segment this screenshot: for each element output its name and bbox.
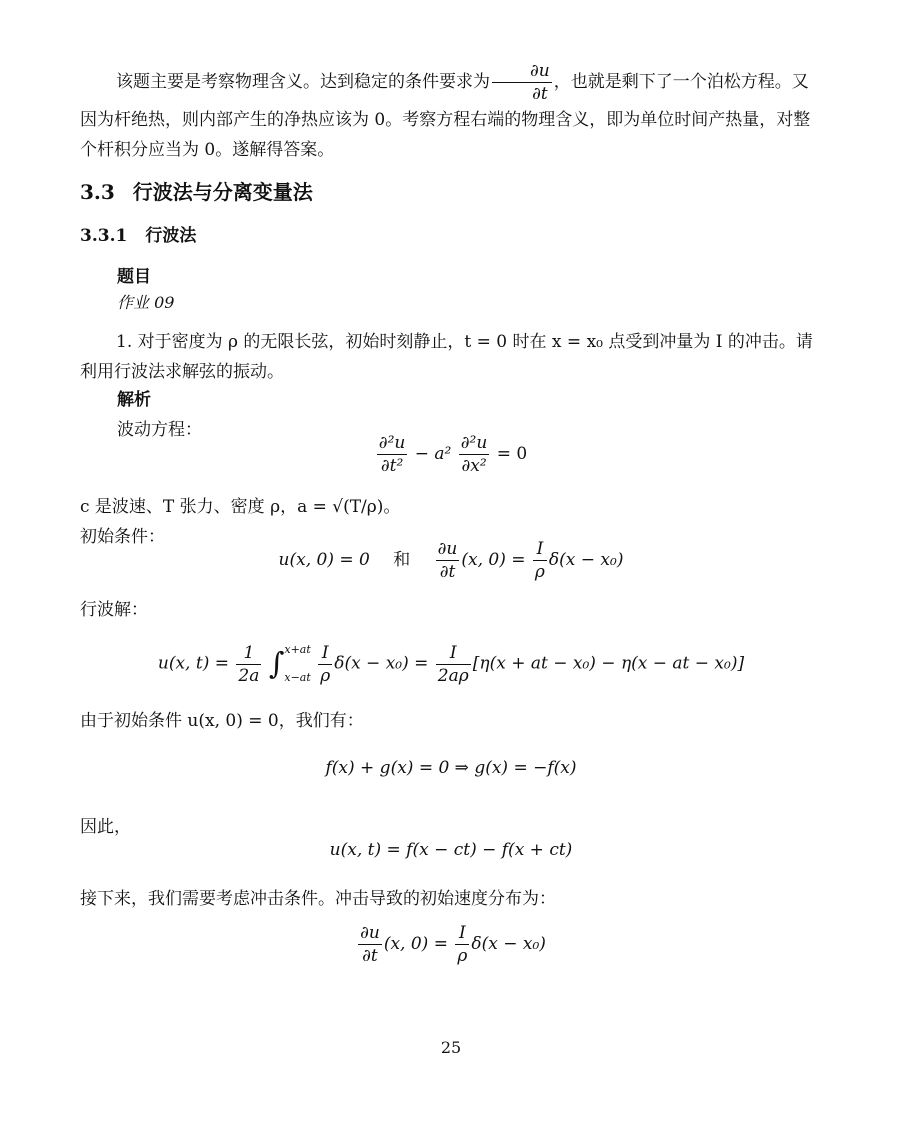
page-number: 25 bbox=[440, 1038, 462, 1057]
u-solution-equation: u(x, t) = f(x − ct) − f(x + ct) bbox=[329, 840, 573, 860]
intro-paragraph bbox=[80, 60, 822, 165]
subsection-heading bbox=[80, 221, 196, 246]
inline-fraction-du-dt: $\frac{\partial u}{\partial t}$ bbox=[492, 60, 552, 105]
problem-heading: 题目 bbox=[117, 267, 151, 287]
section-title: 行波法与分离变量法 bbox=[132, 180, 313, 204]
therefore-text: 因此， bbox=[80, 817, 131, 837]
traveling-wave-label: 行波解： bbox=[80, 600, 148, 620]
wave-equation-label: 波动方程： bbox=[117, 420, 202, 440]
and-word: 和 bbox=[393, 550, 411, 570]
intro-text-1: 该题主要是考察物理含义。达到稳定的条件要求为 bbox=[116, 72, 490, 92]
initial-velocity-equation: $\frac{\partial u}{\partial t}$ (x, 0) = $\frac{I}{\rho}$ δ(x − x₀) bbox=[360, 923, 546, 966]
initial-conditions-label: 初始条件： bbox=[80, 527, 165, 547]
wave-equation: $\frac{\text{∂²u}}{\text{∂t²}}$ − a² $\frac{\text{∂²u}}{\text{∂x²}}$ = 0 bbox=[378, 433, 528, 476]
impulse-condition-text: 接下来，我们需要考虑冲击条件。冲击导致的初始速度分布为： bbox=[80, 889, 556, 909]
traveling-wave-solution: u(x, t) = $\frac{1}{2a}$ ∫ x+at x−at $\frac{I}{\rho}$ δ(x − x₀) = $\frac{I}{2a\rho}$ [η(x + at − x₀) − η(x − at − x₀)] bbox=[157, 642, 745, 686]
subsection-title: 行波法 bbox=[145, 226, 197, 246]
analysis-heading: 解析 bbox=[117, 390, 151, 410]
section-number: 3.3 bbox=[80, 180, 115, 204]
f-g-relation-equation: f(x) + g(x) = 0 ⇒ g(x) = −f(x) bbox=[325, 758, 577, 778]
initial-conditions-equation: u(x, 0) = 0 和 $\frac{\partial u}{\partial t}$ (x, 0) = $\frac{I}{\rho}$ δ(x − x₀) bbox=[278, 539, 624, 582]
section-heading bbox=[80, 176, 313, 205]
assignment-label: 作业 09 bbox=[117, 293, 175, 312]
since-initial-text: 由于初始条件 u(x, 0) = 0，我们有： bbox=[80, 711, 364, 731]
wave-note: c 是波速、T 张力、密度 ρ，a = √(T/ρ)。 bbox=[80, 497, 401, 517]
problem-text: 1. 对于密度为 ρ 的无限长弦，初始时刻静止，t = 0 时在 x = x₀ 点受到冲量为 I 的冲击。请利用行波法求解弦的振动。 bbox=[80, 332, 813, 382]
subsection-number: 3.3.1 bbox=[80, 226, 128, 246]
intro-text-2: ，也就是剩下了一个泊松方程。又因为杆绝热，则内部产生的净热应该为 0。考察方程右端的物理含义，即为单位时间产热量，对整个杆积分应当为 0。遂解得答案。 bbox=[80, 72, 811, 160]
